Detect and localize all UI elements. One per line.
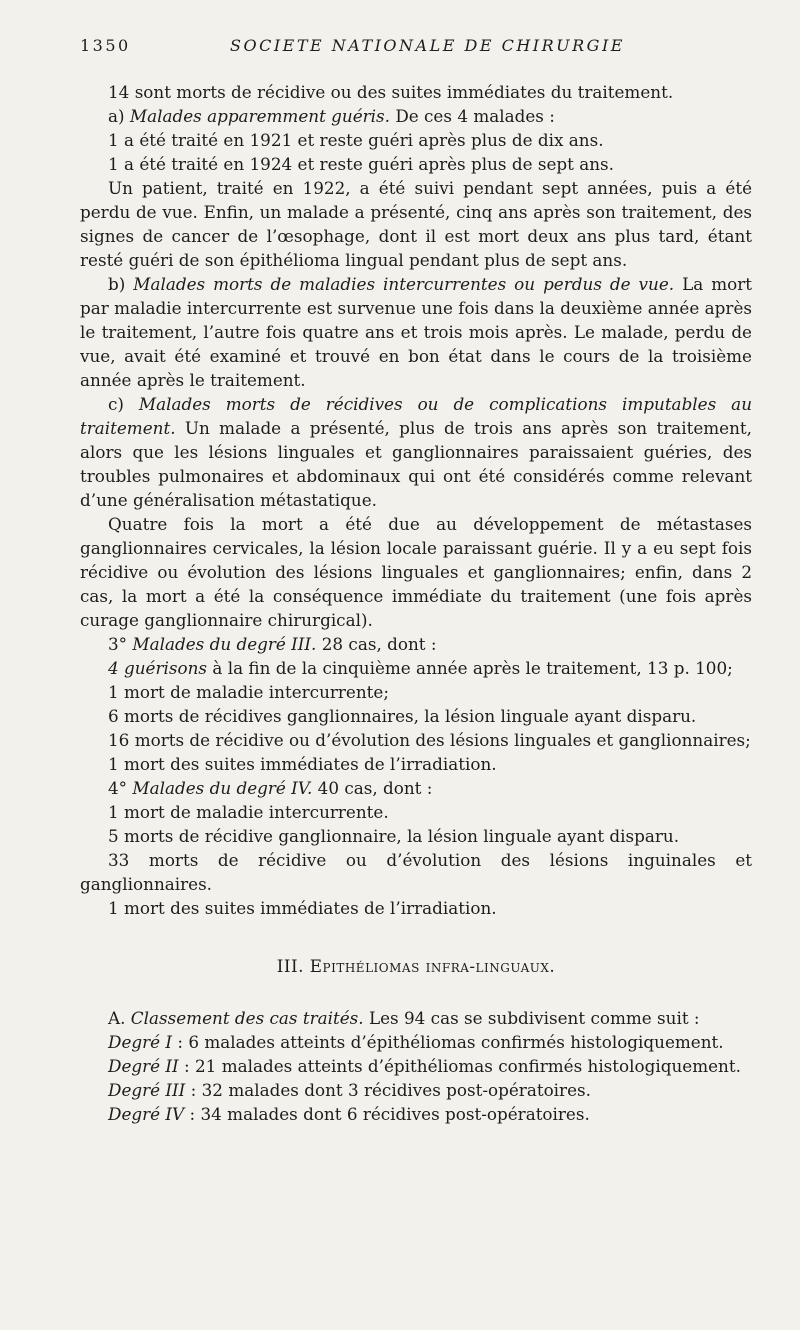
- section-heading: III. Epithéliomas infra-linguaux.: [276, 956, 556, 976]
- paragraph: 3° Malades du degré III. 28 cas, dont :: [108, 634, 437, 654]
- paragraph: Degré III : 32 malades dont 3 récidives post-opératoires.: [108, 1080, 591, 1100]
- paragraph: a) Malades apparemment guéris. De ces 4 malades :: [108, 106, 555, 126]
- paragraph: 1 mort de maladie intercurrente;: [108, 682, 389, 702]
- running-title: SOCIETE NATIONALE DE CHIRURGIE: [230, 36, 625, 55]
- paragraph: 14 sont morts de récidive ou des suites immédiates du traitement.: [108, 82, 674, 102]
- paragraph: b) Malades morts de maladies intercurrentes ou perdus de vue. La mort par maladie intercurrente est survenue une fois dans la deuxième année après le traitement, l’autre fois quatre ans et trois mois après. Le malade, perdu de vue, avait été examiné et trouvé en bon état dans le cours de la troisième année après le traitement.: [80, 274, 753, 390]
- paragraph: A. Classement des cas traités. Les 94 cas se subdivisent comme suit :: [108, 1008, 700, 1028]
- paragraph: 1 a été traité en 1921 et reste guéri après plus de dix ans.: [108, 130, 604, 150]
- paragraph: 4 guérisons à la fin de la cinquième année après le traitement, 13 p. 100;: [108, 658, 733, 678]
- paragraph: 16 morts de récidive ou d’évolution des lésions linguales et ganglionnaires;: [108, 730, 751, 750]
- running-header: [80, 36, 760, 62]
- paragraph: Un patient, traité en 1922, a été suivi pendant sept années, puis a été perdu de vue. Enfin, un malade a présenté, cinq ans après son traitement, des signes de cancer de l’œsophage, dont il est mort deux ans plus tard, étant resté guéri de son épithélioma lingual pendant plus de sept ans.: [80, 178, 752, 270]
- paragraph: 4° Malades du degré IV. 40 cas, dont :: [108, 778, 433, 798]
- paragraph: 6 morts de récidives ganglionnaires, la lésion linguale ayant disparu.: [108, 706, 697, 726]
- paragraph: 1 a été traité en 1924 et reste guéri après plus de sept ans.: [108, 154, 614, 174]
- paragraph: 1 mort des suites immédiates de l’irradiation.: [108, 754, 497, 774]
- paragraph: Degré II : 21 malades atteints d’épithéliomas confirmés histologiquement.: [108, 1056, 741, 1076]
- paragraph: 1 mort de maladie intercurrente.: [108, 802, 389, 822]
- paragraph: Degré IV : 34 malades dont 6 récidives post-opératoires.: [108, 1104, 590, 1124]
- paragraph: Quatre fois la mort a été due au développement de métastases ganglionnaires cervicales, la lésion locale paraissant guérie. Il y a eu sept fois récidive ou évolution des lésions linguales et ganglionnaires; enfin, dans 2 cas, la mort a été la conséquence immédiate du traitement (une fois après curage ganglionnaire chirurgical).: [80, 514, 752, 630]
- paragraph: 33 morts de récidive ou d’évolution des lésions inguinales et ganglionnaires.: [80, 850, 752, 894]
- paragraph: Degré I : 6 malades atteints d’épithéliomas confirmés histologiquement.: [108, 1032, 724, 1052]
- document-body: [80, 80, 752, 1126]
- paragraph: c) Malades morts de récidives ou de complications imputables au traitement. Un malade a présenté, plus de trois ans après son traitement, alors que les lésions linguales et ganglionnaires paraissaient guéries, des troubles pulmonaires et abdominaux qui ont été considérés comme relevant d’une généralisation métastatique.: [80, 394, 752, 510]
- paragraph: 5 morts de récidive ganglionnaire, la lésion linguale ayant disparu.: [108, 826, 680, 846]
- paragraph: 1 mort des suites immédiates de l’irradiation.: [108, 898, 497, 918]
- page-number: 1350: [80, 36, 131, 55]
